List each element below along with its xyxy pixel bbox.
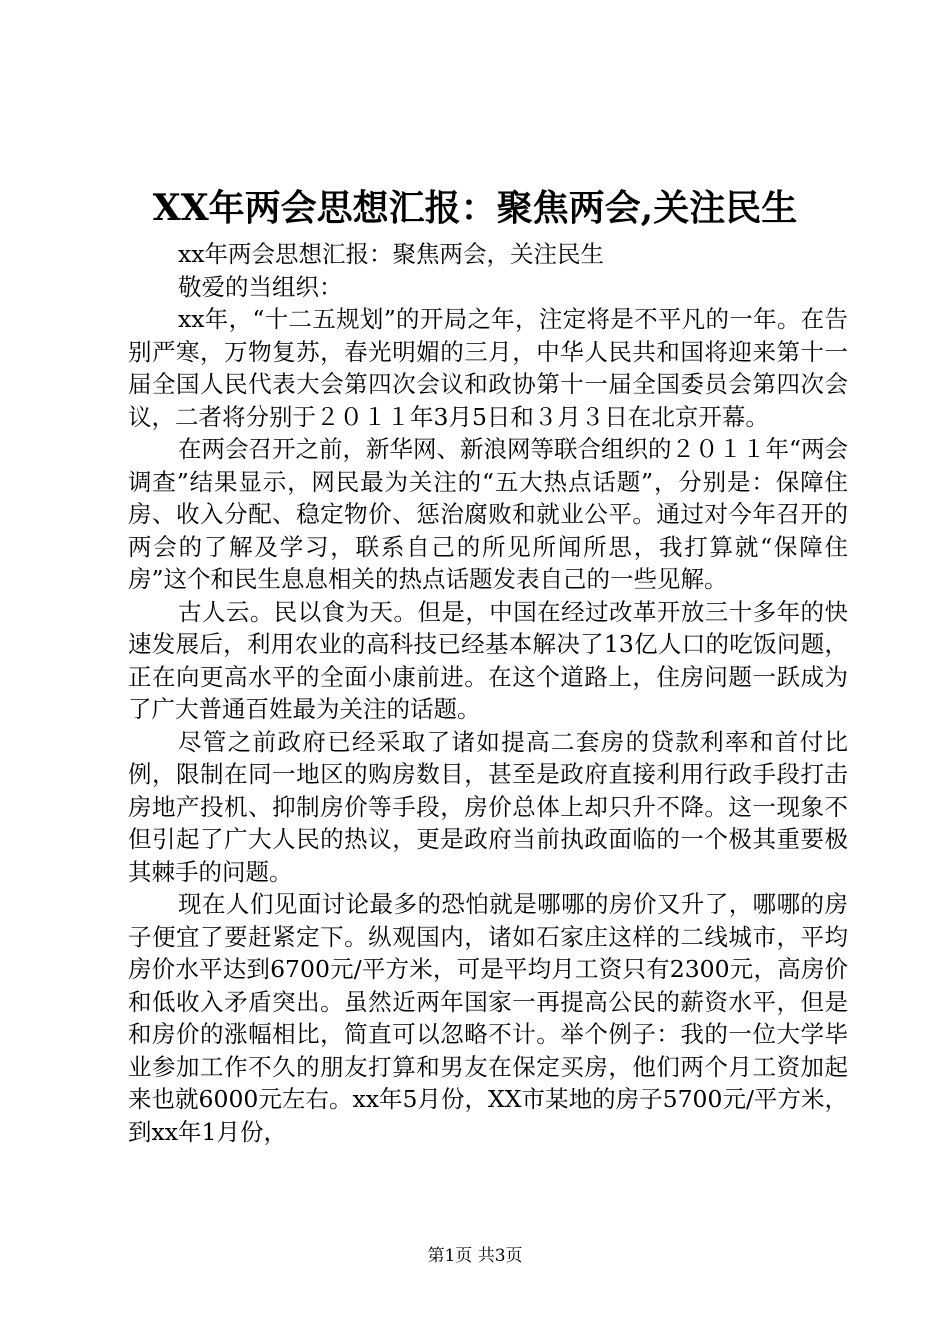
document-title: XX年两会思想汇报：聚焦两会,关注民生	[152, 187, 798, 229]
page-footer: 第1页 共3页	[427, 1246, 523, 1266]
paragraph: 古人云。民以食为天。但是，中国在经过改革开放三十多年的快速发展后，利用农业的高科技已经基本解决了13亿人口的吃饭问题，正在向更高水平的全面小康前进。在这个道路上，住房问题一跃成为了广大普通百姓最为关注的话题。	[128, 597, 848, 723]
paragraph: 现在人们见面讨论最多的恐怕就是哪哪的房价又升了，哪哪的房子便宜了要赶紧定下。纵观国内，诸如石家庄这样的二线城市，平均房价水平达到6700元/平方米，可是平均月工资只有2300元，高房价和低收入矛盾突出。虽然近两年国家一再提高公民的薪资水平，但是和房价的涨幅相比，简直可以忽略不计。举个例子：我的一位大学毕业参加工作不久的朋友打算和男友在保定买房，他们两个月工资加起来也就6000元左右。xx年5月份，XX市某地的房子5700元/平方米，到xx年1月份，	[128, 890, 848, 1146]
paragraph: xx年，“十二五规划”的开局之年，注定将是不平凡的一年。在告别严寒，万物复苏，春光明媚的三月，中华人民共和国将迎来第十一届全国人民代表大会第四次会议和政协第十一届全国委员会第四次会议，二者将分别于２０１１年3月5日和３月３日在北京开幕。	[128, 305, 848, 431]
document-subtitle: xx年两会思想汇报：聚焦两会，关注民生	[178, 240, 605, 268]
paragraph: 在两会召开之前，新华网、新浪网等联合组织的２０１１年“两会调查”结果显示，网民最为关注的“五大热点话题”，分别是：保障住房、收入分配、稳定物价、惩治腐败和就业公平。通过对今年召开的两会的了解及学习，联系自己的所见所闻所思，我打算就“保障住房”这个和民生息息相关的热点话题发表自己的一些见解。	[128, 435, 849, 593]
salutation: 敬爱的当组织：	[178, 272, 343, 301]
document-body	[128, 238, 848, 1148]
paragraph: 尽管之前政府已经采取了诸如提高二套房的贷款利率和首付比例，限制在同一地区的购房数目，甚至是政府直接利用行政手段打击房地产投机、抑制房价等手段，房价总体上却只升不降。这一现象不但引起了广大人民的热议，更是政府当前执政面临的一个极其重要极其棘手的问题。	[128, 727, 848, 886]
